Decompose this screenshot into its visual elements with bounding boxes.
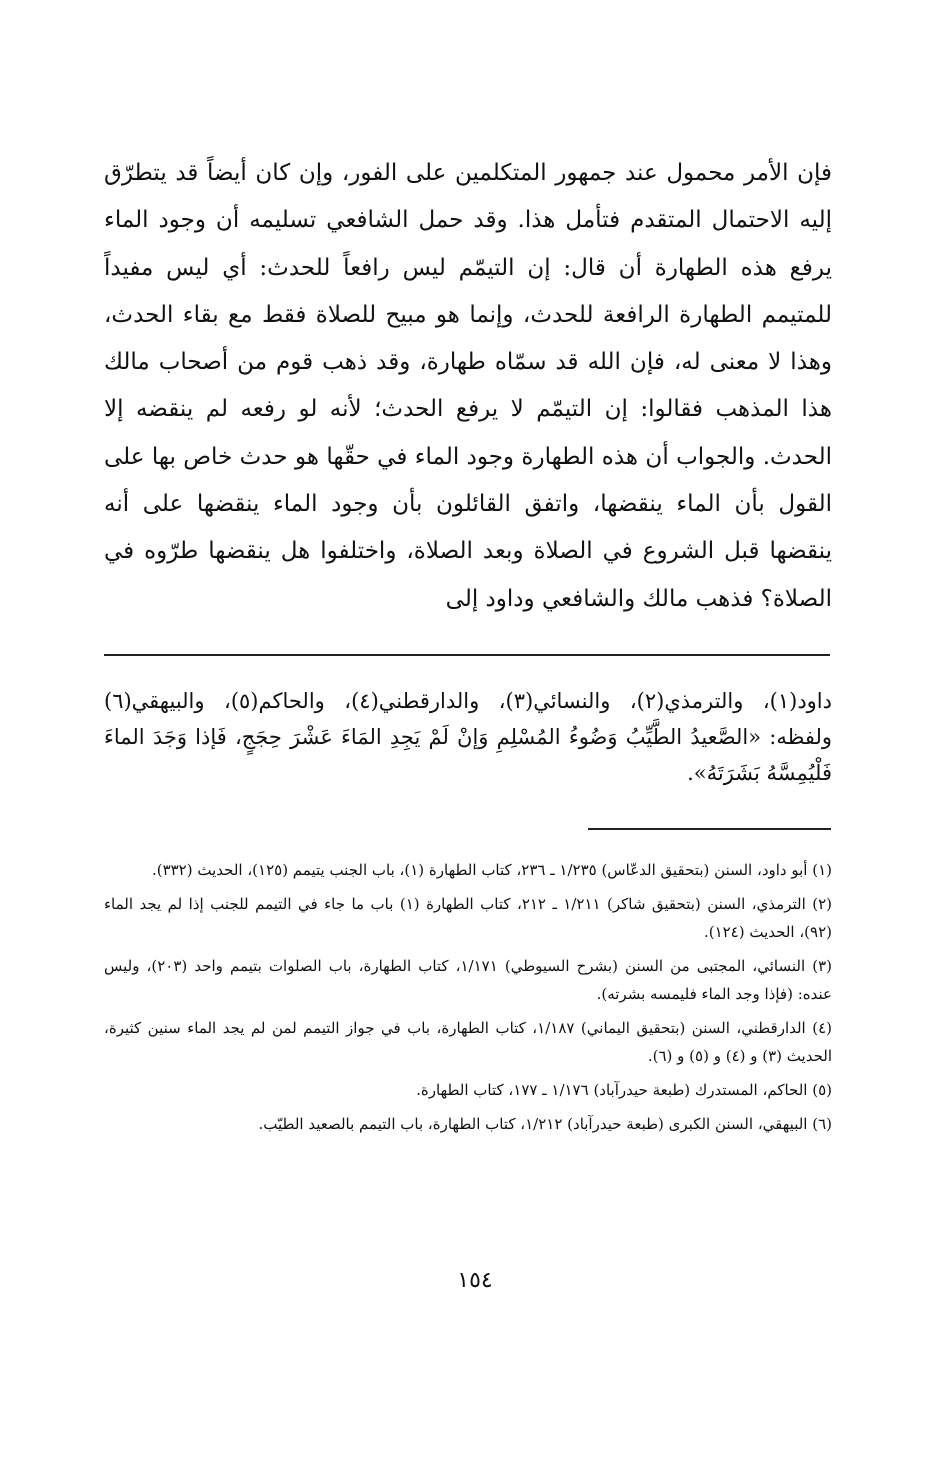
footnotes-divider xyxy=(588,828,831,830)
main-footnote-divider xyxy=(104,654,830,656)
footnote-2: (٢) الترمذي، السنن (بتحقيق شاكر) ١/٢١١ ـ ٢١٢، كتاب الطهارة (١) باب ما جاء في التيمم للجنب إذا لم يجد الماء (٩٢)، الحديث (١٢٤). xyxy=(104,895,832,941)
footnote-5: (٥) الحاكم، المستدرك (طبعة حيدرآباد) ١/١٧٦ ـ ١٧٧، كتاب الطهارة. xyxy=(416,1081,832,1099)
footnote-3: (٣) النسائي، المجتبى من السنن (بشرح السيوطي) ١/١٧١، كتاب الطهارة، باب الصلوات بتيمم واحد (٢٠٣)، وليس عنده: (فإذا وجد الماء فليمسه بشرته). xyxy=(104,957,832,1003)
footnote-6: (٦) البيهقي، السنن الكبرى (طبعة حيدرآباد) ١/٢١٢، كتاب الطهارة، باب التيمم بالصعيد الطيّب. xyxy=(258,1115,832,1133)
footnote-4: (٤) الدارقطني، السنن (بتحقيق اليماني) ١/١٨٧، كتاب الطهارة، باب في جواز التيمم لمن لم يجد الماء سنين كثيرة، الحديث (٣) و (٤) و (٥) و (٦). xyxy=(104,1019,832,1065)
footnote-1: (١) أبو داود، السنن (بتحقيق الدعّاس) ١/٢٣٥ ـ ٢٣٦، كتاب الطهارة (١)، باب الجنب يتيمم (١٢٥)، الحديث (٣٣٢). xyxy=(151,861,832,879)
footnote-continuation: داود(١)، والترمذي(٢)، والنسائي(٣)، والدارقطني(٤)، والحاكم(٥)، والبيهقي(٦) ولفظه: «الصَّعيدُ الطَّيِّبُ وَضُوءُ المُسْلِمِ وَإنْ لَمْ يَجِدِ المَاءَ عَشْرَ حِجَجٍ، فَإذا وَجَدَ الماءَ فَلْيُمِسَّهُ بَشَرَتَهُ». xyxy=(104,689,832,785)
main-paragraph: فإن الأمر محمول عند جمهور المتكلمين على الفور، وإن كان أيضاً قد يتطرّق إليه الاحتمال المتقدم فتأمل هذا. وقد حمل الشافعي تسليمه أن وجود الماء يرفع هذه الطهارة أن قال: إن التيمّم ليس رافعاً للحدث: أي ليس مفيداً للمتيمم الطهارة الرافعة للحدث، وإنما هو مبيح للصلاة فقط مع بقاء الحدث، وهذا لا معنى له، فإن الله قد سمّاه طهارة، وقد ذهب قوم من أصحاب مالك هذا المذهب فقالوا: إن التيمّم لا يرفع الحدث؛ لأنه لو رفعه لم ينقضه إلا الحدث. والجواب أن هذه الطهارة وجود الماء في حقّها هو حدث خاص بها على القول بأن الماء ينقضها، واتفق القائلون بأن وجود الماء ينقضها على أنه ينقضها قبل الشروع في الصلاة وبعد الصلاة، واختلفوا هل ينقضها طرّوه في الصلاة؟ فذهب مالك والشافعي وداود إلى xyxy=(104,160,832,612)
page-number: ١٥٤ xyxy=(457,1268,493,1293)
footnotes-list xyxy=(104,856,832,1144)
